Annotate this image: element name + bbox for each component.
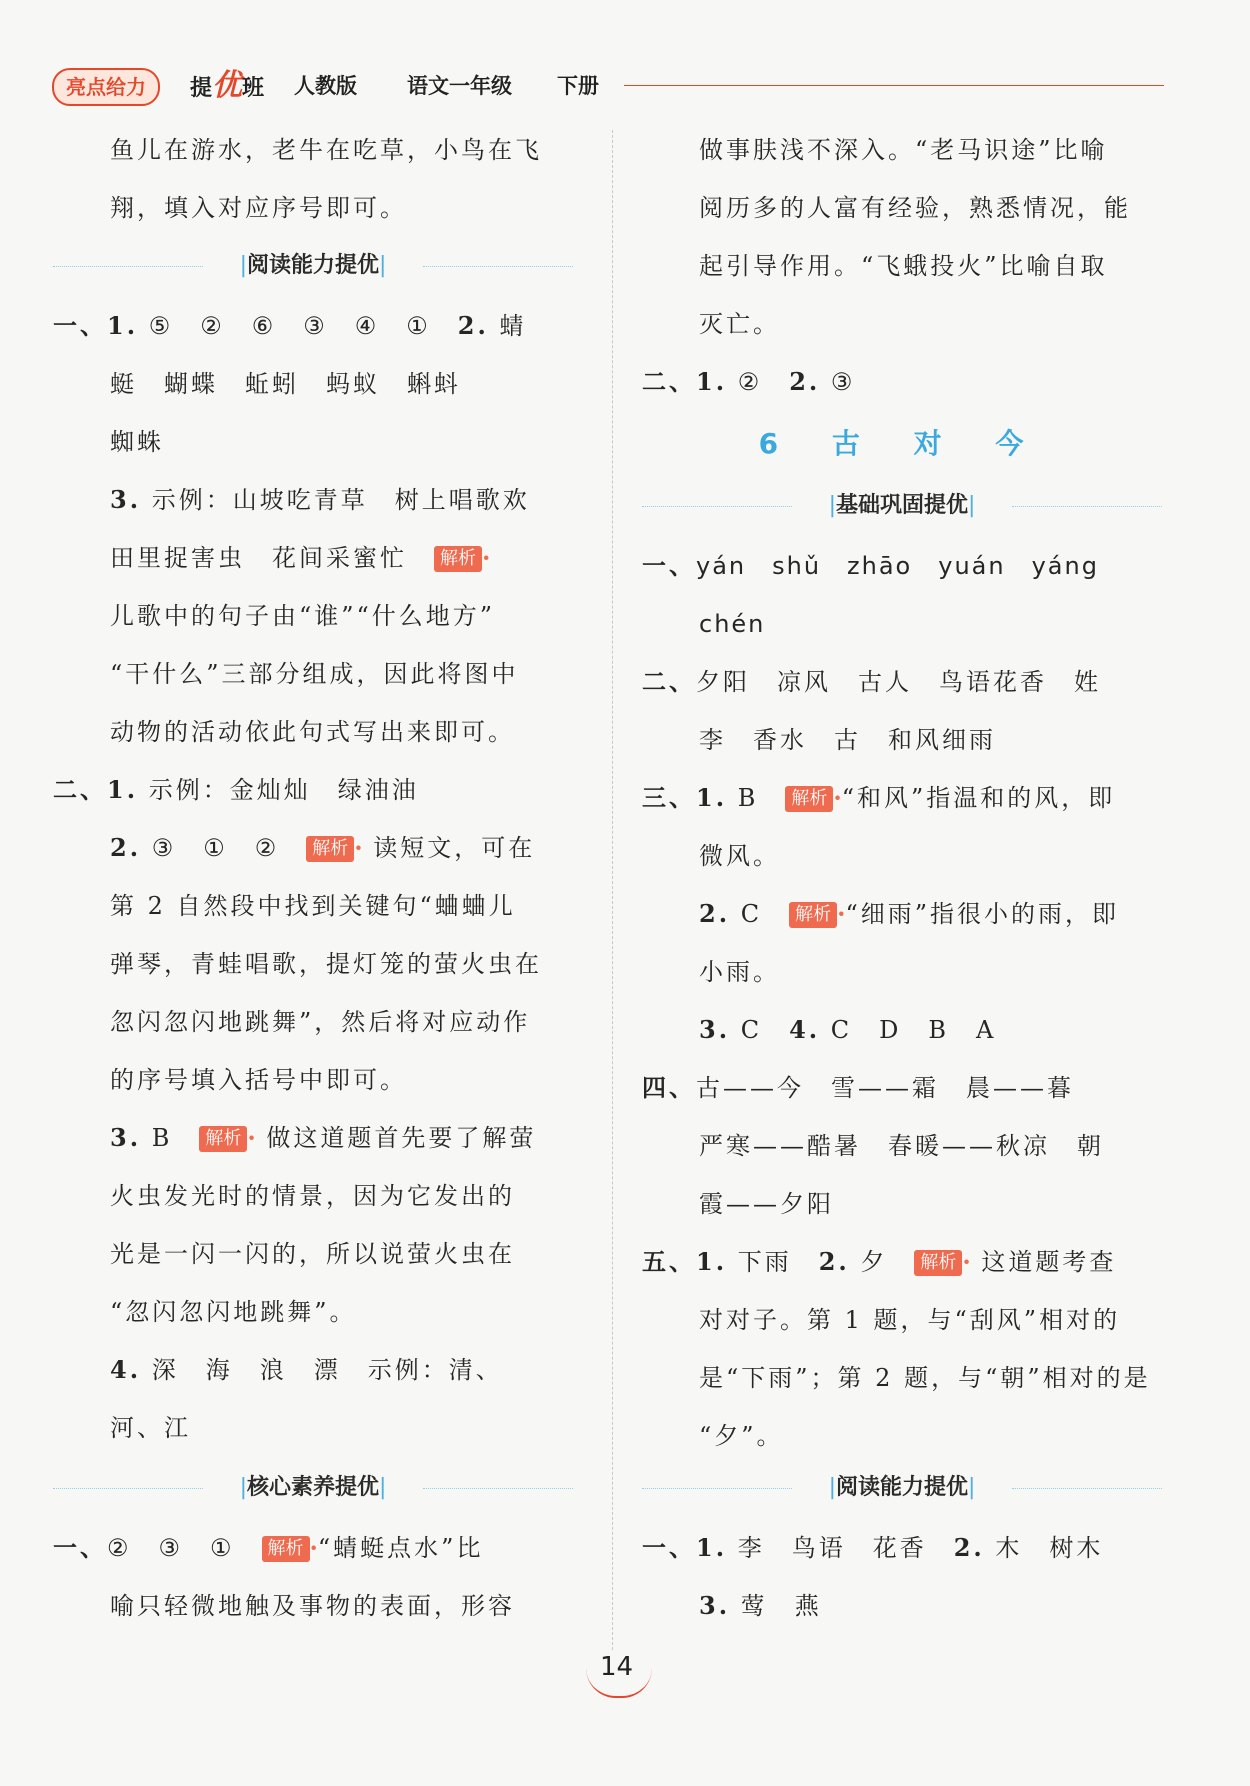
section-heading: |阅读能力提优| [642,1468,1162,1508]
text-line: 是“下雨”；第 2 题，与“朝”相对的是 [699,1364,1151,1392]
subject-label: 语文一年级 [407,74,512,98]
page-header [52,68,1172,104]
brand-name [190,68,264,107]
text-line: 火虫发光时的情景，因为它发出的 [110,1182,515,1210]
text-line: 霞——夕阳 [699,1190,834,1218]
answer-line: 三、1. B 解析 ·“和风”指温和的风，即 [642,783,1116,812]
edition-label: 人教版 [294,74,357,98]
text-line: 的序号填入括号中即可。 [110,1066,407,1094]
section-title: 基础巩固提优 [835,493,968,518]
analysis-tag: 解析 [914,1250,962,1276]
text-line: 蜓 蝴蝶 蚯蚓 蚂蚁 蝌蚪 [110,370,461,398]
text-line: 小雨。 [699,958,780,986]
answer-line: 二、1. 示例：金灿灿 绿油油 [53,775,419,804]
analysis-tag: 解析 [434,546,482,572]
answer-line: 一、② ③ ① 解析 ·“蜻蜓点水”比 [53,1533,484,1562]
text-line: 阅历多的人富有经验，熟悉情况，能 [699,194,1131,222]
text-line: 河、江 [110,1414,191,1442]
column-divider [612,130,613,1650]
brand-accent: 优 [212,68,243,103]
answer-line: 一、1. ⑤ ② ⑥ ③ ④ ① 2. 蜻 [53,311,527,340]
answer-line: 2. C 解析 ·“细雨”指很小的雨，即 [699,899,1119,928]
analysis-tag: 解析 [262,1536,310,1562]
section-title: 阅读能力提优 [835,1475,968,1500]
text-line: 儿歌中的句子由“谁”“什么地方” [110,602,496,630]
page-number-underline [586,1668,652,1698]
answer-line: 二、夕阳 凉风 古人 鸟语花香 姓 [642,667,1101,696]
analysis-tag: 解析 [306,836,354,862]
volume-label: 下册 [557,74,599,98]
text-line: “忽闪忽闪地跳舞”。 [110,1298,357,1326]
answer-line: 4. 深 海 浪 漂 示例：清、 [110,1355,503,1384]
text-line: 灭亡。 [699,310,780,338]
text-line: 第 2 自然段中找到关键句“蛐蛐儿 [110,892,516,920]
text-line: 忽闪忽闪地跳舞”，然后将对应动作 [110,1008,531,1036]
pinyin-line: chén [699,610,766,638]
answer-line: 田里捉害虫 花间采蜜忙 解析 · [110,543,491,572]
text-line: 弹琴，青蛙唱歌，提灯笼的萤火虫在 [110,950,542,978]
answer-line: 一、yán shǔ zhāo yuán yáng [642,551,1099,580]
analysis-tag: 解析 [199,1126,247,1152]
text-line: 李 香水 古 和风细雨 [699,726,996,754]
section-title: 阅读能力提优 [246,253,379,278]
answer-line: 3. 莺 燕 [699,1591,822,1620]
brand-badge: 亮点给力 [52,68,160,106]
text-line: “夕”。 [699,1422,784,1450]
section-heading: |基础巩固提优| [642,486,1162,526]
text-line: 翔，填入对应序号即可。 [110,194,407,222]
text-line: 光是一闪一闪的，所以说萤火虫在 [110,1240,515,1268]
answer-line: 3. B 解析 · 做这道题首先要了解萤 [110,1123,537,1152]
text-line: 蜘蛛 [110,428,164,456]
text-line: 动物的活动依此句式写出来即可。 [110,718,515,746]
lesson-title: 6 古 对 今 [758,427,1046,460]
answer-line: 五、1. 下雨 2. 夕 解析 · 这道题考查 [642,1247,1117,1276]
text-line: 起引导作用。“飞蛾投火”比喻自取 [699,252,1108,280]
answer-line: 2. ③ ① ② 解析 · 读短文，可在 [110,833,536,862]
analysis-tag: 解析 [789,902,837,928]
brand-suffix: 班 [242,76,265,101]
answer-line: 二、1. ② 2. ③ [642,367,856,396]
section-heading: |阅读能力提优| [53,246,573,286]
answer-line: 3. C 4. C D B A [699,1015,997,1044]
text-line: 严寒——酷暑 春暖——秋凉 朝 [699,1132,1104,1160]
section-heading: |核心素养提优| [53,1468,573,1508]
answer-line: 一、1. 李 鸟语 花香 2. 木 树木 [642,1533,1104,1562]
text-line: 喻只轻微地触及事物的表面，形容 [110,1592,515,1620]
answer-line: 3. 示例：山坡吃青草 树上唱歌欢 [110,485,530,514]
brand-prefix: 提 [190,76,213,101]
text-line: 微风。 [699,842,780,870]
section-title: 核心素养提优 [246,1475,379,1500]
text-line: 做事肤浅不深入。“老马识途”比喻 [699,136,1108,164]
header-rule [624,85,1164,86]
answer-line: 四、古——今 雪——霜 晨——暮 [642,1073,1074,1102]
text-line: “干什么”三部分组成，因此将图中 [110,660,519,688]
page-number: 14 [600,1652,634,1682]
text-line: 鱼儿在游水，老牛在吃草，小鸟在飞 [110,136,542,164]
analysis-tag: 解析 [785,786,833,812]
text-line: 对对子。第 1 题，与“刮风”相对的 [699,1306,1121,1334]
